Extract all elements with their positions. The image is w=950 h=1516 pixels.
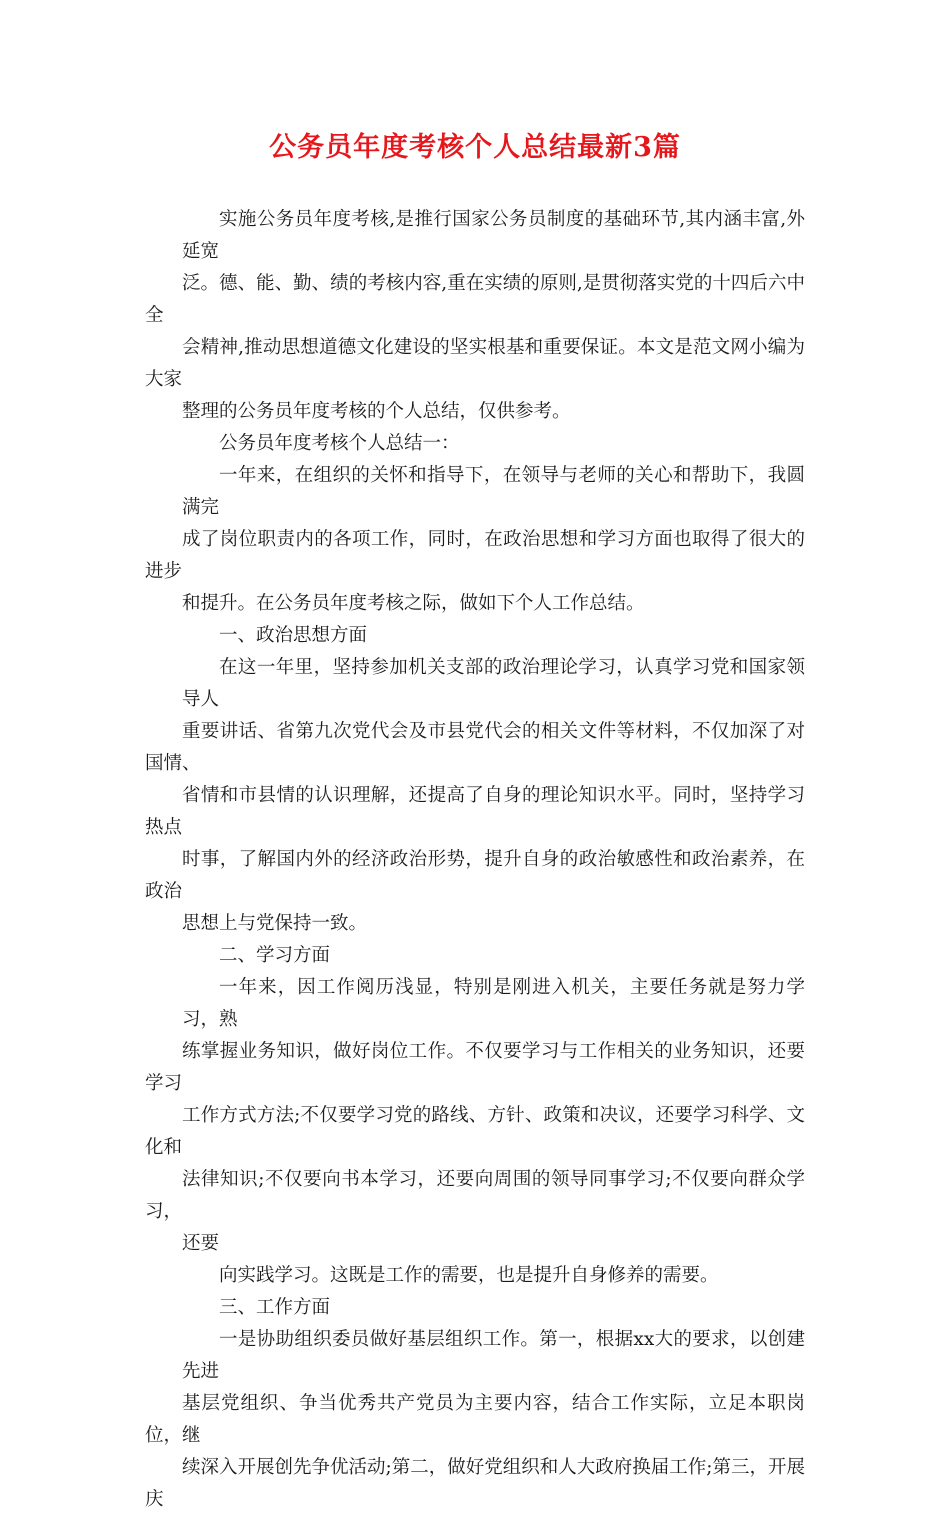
text-line: 省情和市县情的认识理解，还提高了自身的理论知识水平。同时，坚持学习热点 bbox=[145, 785, 805, 838]
text-line: 和提升。在公务员年度考核之际，做如下个人工作总结。 bbox=[182, 593, 645, 614]
text-line: 向实践学习。这既是工作的需要，也是提升自身修养的需要。 bbox=[219, 1265, 719, 1286]
text-line: 会精神,推动思想道德文化建设的坚实根基和重要保证。本文是范文网小编为大家 bbox=[145, 337, 805, 390]
text-line: 时事，了解国内外的经济政治形势，提升自身的政治敏感性和政治素养，在政治 bbox=[145, 849, 805, 902]
section-heading bbox=[145, 620, 805, 652]
text-line: 成了岗位职责内的各项工作，同时，在政治思想和学习方面也取得了很大的进步 bbox=[145, 529, 805, 582]
article-heading bbox=[145, 428, 805, 460]
text-line: 三、工作方面 bbox=[219, 1297, 331, 1318]
text-line: 整理的公务员年度考核的个人总结，仅供参考。 bbox=[182, 401, 571, 422]
body-paragraph bbox=[145, 1324, 805, 1516]
section-heading bbox=[145, 1292, 805, 1324]
text-line: 公务员年度考核个人总结一： bbox=[219, 433, 460, 454]
text-line: 工作方式方法;不仅要学习党的路线、方针、政策和决议，还要学习科学、文化和 bbox=[145, 1105, 805, 1158]
body-paragraph bbox=[145, 1260, 805, 1292]
text-line: 一是协助组织委员做好基层组织工作。第一，根据xx大的要求，以创建先进 bbox=[182, 1329, 805, 1382]
body-paragraph bbox=[145, 972, 805, 1260]
text-line: 一年来，在组织的关怀和指导下，在领导与老师的关心和帮助下，我圆满完 bbox=[182, 465, 805, 518]
text-line: 实施公务员年度考核,是推行国家公务员制度的基础环节,其内涵丰富,外延宽 bbox=[182, 209, 805, 262]
document-body bbox=[145, 204, 805, 1516]
text-line: 泛。德、能、勤、绩的考核内容,重在实绩的原则,是贯彻落实党的十四后六中全 bbox=[145, 273, 805, 326]
text-line: 在这一年里，坚持参加机关支部的政治理论学习，认真学习党和国家领导人 bbox=[182, 657, 805, 710]
text-line: 基层党组织、争当优秀共产党员为主要内容，结合工作实际，立足本职岗位，继 bbox=[145, 1393, 805, 1446]
text-line: 练掌握业务知识，做好岗位工作。不仅要学习与工作相关的业务知识，还要学习 bbox=[145, 1041, 805, 1094]
body-paragraph bbox=[145, 652, 805, 940]
text-line: 一、政治思想方面 bbox=[219, 625, 368, 646]
body-paragraph bbox=[145, 460, 805, 620]
text-line: 法律知识;不仅要向书本学习，还要向周围的领导同事学习;不仅要向群众学习， bbox=[145, 1169, 805, 1222]
text-line: 还要 bbox=[182, 1233, 220, 1254]
section-heading bbox=[145, 940, 805, 972]
intro-paragraph bbox=[145, 204, 805, 428]
document-title: 公务员年度考核个人总结最新3篇 bbox=[269, 132, 681, 163]
text-line: 续深入开展创先争优活动;第二，做好党组织和人大政府换届工作;第三，开展庆 bbox=[145, 1457, 805, 1510]
text-line: 思想上与党保持一致。 bbox=[182, 913, 368, 934]
text-line: 一年来，因工作阅历浅显，特别是刚进入机关，主要任务就是努力学习，熟 bbox=[182, 977, 805, 1030]
text-line: 重要讲话、省第九次党代会及市县党代会的相关文件等材料，不仅加深了对国情、 bbox=[145, 721, 805, 774]
text-line: 二、学习方面 bbox=[219, 945, 331, 966]
